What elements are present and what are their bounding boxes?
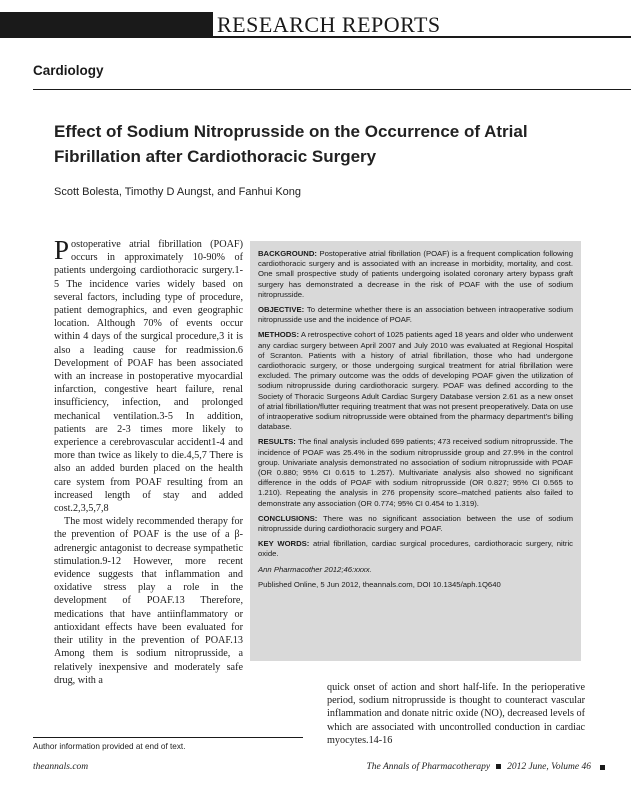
section-divider: [33, 89, 631, 90]
paragraph-2: The most widely recommended therapy for the prevention of POAF is the use of a β-adrenergic antagonist to decrease sympathetic stimulation.9-12 However, more recent evidence suggests that inflammation and oxidative stress play a role in the development of POAF.13 Therefore, medications that have antiinflammatory or antioxidant effects have been evaluated for their utility in the prevention of POAF.13 Among them is sodium nitroprusside, a relatively inexpensive and moderately safe drug, with a: [54, 516, 243, 686]
abstract-text: Postoperative atrial fibrillation (POAF) is a frequent complication following cardiothoracic surgery and is associated with an increase in morbidity, mortality, and cost. One small prospective study of patients undergoing isolated coronary artery bypass graft surgery has demonstrated a decrease in the risk of POAF with the use of sodium nitroprusside.: [258, 249, 573, 299]
section-label: Cardiology: [33, 63, 104, 78]
abstract-background: [258, 249, 573, 300]
abstract-keywords: [258, 539, 573, 559]
abstract-results: [258, 437, 573, 508]
running-header: [0, 0, 631, 44]
abstract-methods: [258, 330, 573, 432]
drop-cap: P: [54, 235, 70, 265]
abstract-conclusions: [258, 514, 573, 534]
footer-journal-info: [367, 762, 592, 772]
author-list: Scott Bolesta, Timothy D Aungst, and Fanhui Kong: [54, 186, 302, 198]
abstract-text: To determine whether there is an association between intraoperative sodium nitroprusside use and the incidence of POAF.: [258, 305, 573, 325]
abstract-label: OBJECTIVE:: [258, 305, 305, 315]
abstract-text: The final analysis included 699 patients; 473 received sodium nitroprusside. The incidence of POAF was 25.4% in the sodium nitroprusside group and 27.9% in the control group. Univariate analysis demonstrated no association of sodium nitroprusside with POAF (OR 0.880; 95% CI 0.615 to 1.257). Multivariate analysis also showed no significant difference in the odds of POAF with sodium nitroprusside (OR 0.827; 95% CI 0.565 to 1.210). Repeating the analysis in 276 propensity score–matched patients also failed to demonstrate any association (OR 0.774; 95% CI 0.454 to 1.319).: [258, 437, 573, 508]
abstract-objective: [258, 305, 573, 325]
body-column-left: [54, 235, 243, 687]
published-online: Published Online, 5 Jun 2012, theannals.com, DOI 10.1345/aph.1Q640: [258, 579, 501, 589]
abstract-text: There was no significant association between the use of sodium nitroprusside during cardiothoracic surgery and POAF.: [258, 513, 573, 534]
abstract-box: [250, 241, 581, 661]
body-column-right: quick onset of action and short half-life. In the perioperative period, sodium nitroprusside is thought to counteract vascular inflammation and donate nitric oxide (NO), decreased levels of which are associated with uncontrolled conduction in cardiac myocytes.14-16: [327, 682, 585, 746]
citation: Ann Pharmacother 2012;46:xxxx.: [258, 564, 372, 574]
footer-square-icon: [600, 765, 605, 770]
paragraph-1-text: ostoperative atrial fibrillation (POAF) occurs in approximately 10-90% of patients undergoing cardiothoracic surgery.1-5 The incidence varies widely based on several factors, including type of procedure, patient demographics, and even geographic location. Although 70% of events occur within 4 days of the surgical procedure,3 it is also a leading cause for readmission.6 Development of POAF has been associated with an increase in postoperative myocardial infarction, congestive heart failure, renal insufficiency, infection, and prolonged mechanical ventilation.3-5 In addition, patients are 2-3 times more likely to experience a cerebrovascular accident1-4 and more than twice as likely to die.4,5,7 There is also an added burden placed on the health care system from POAF resulting from an increased length of stay and added cost.2,3,5,7,8: [54, 239, 243, 515]
abstract-label: CONCLUSIONS:: [258, 513, 318, 523]
header-black-block: [0, 12, 213, 38]
footer-journal: The Annals of Pharmacotherapy: [366, 762, 491, 772]
article-title: Effect of Sodium Nitroprusside on the Occurrence of Atrial Fibrillation after Cardiothoracic Surgery: [54, 122, 528, 166]
header-title: RESEARCH REPORTS: [217, 12, 441, 37]
footer-bullet-icon: [496, 764, 501, 769]
footer-issue: 2012 June, Volume 46: [507, 762, 591, 772]
author-footnote: Author information provided at end of text.: [33, 742, 186, 751]
abstract-label: METHODS:: [258, 330, 299, 340]
abstract-label: KEY WORDS:: [258, 539, 310, 549]
abstract-text: A retrospective cohort of 1025 patients aged 18 years and older who underwent any cardiac surgery between April 2007 and July 2010 was evaluated at Regional Hospital of Scranton. Patients with a history of atrial fibrillation, those who had undergone cardiothoracic surgery, or those undergoing surgical treatment for atrial fibrillation were excluded. The primary outcome was the odds of developing POAF given the utilization of sodium nitroprusside during cardiothoracic surgery. POAF was defined according to the Society of Thoracic Surgeons Adult Cardiac Surgery Database version 2.61 as a new onset of atrial fibrillation/flutter requiring treatment that was not present preoperatively. Data on use of intraoperative sodium nitroprusside were obtained from the pharmacy department's billing database.: [258, 330, 573, 432]
footer-website: theannals.com: [33, 762, 89, 772]
paragraph-1: [54, 235, 243, 515]
abstract-text: atrial fibrillation, cardiac surgical procedures, cardiothoracic surgery, nitric oxide.: [258, 539, 573, 559]
footnote-divider: [33, 737, 303, 738]
abstract-label: RESULTS:: [258, 437, 296, 447]
abstract-label: BACKGROUND:: [258, 249, 317, 258]
